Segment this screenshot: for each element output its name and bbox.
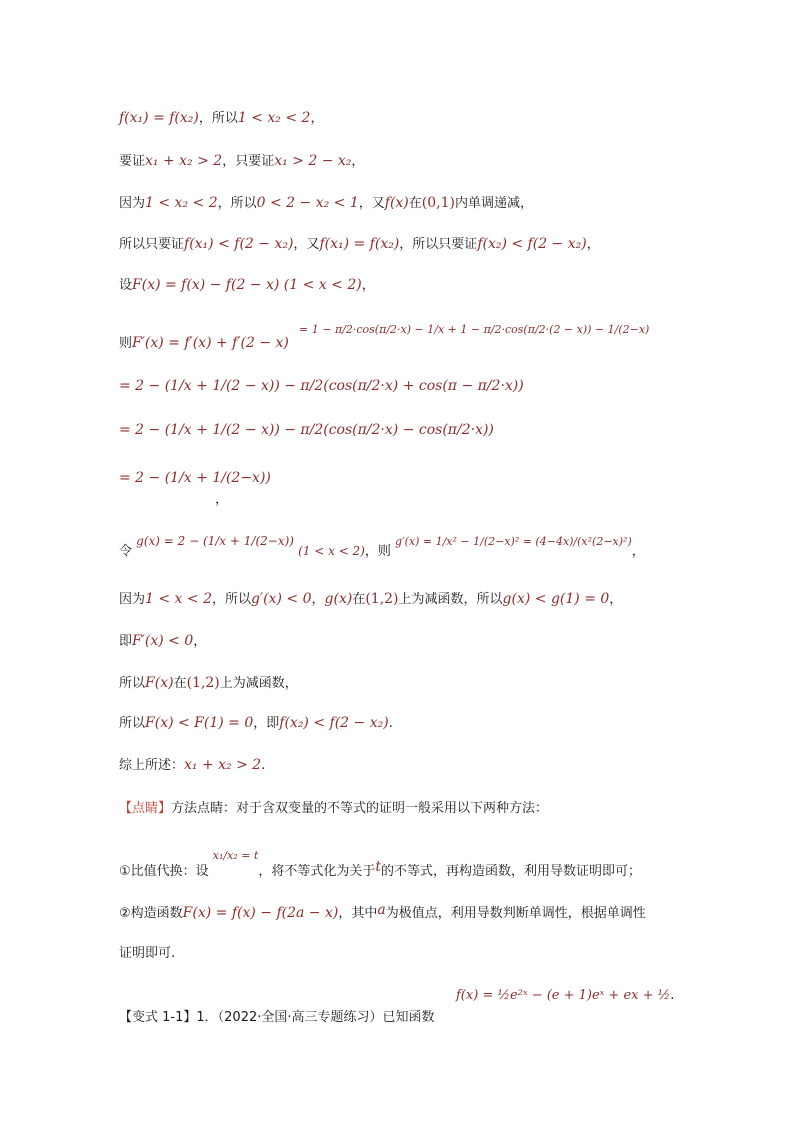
text: 因为	[119, 592, 146, 607]
math: (1,2)	[365, 591, 399, 607]
math: = 1 − π/2·cos(π/2·x) − 1/x + 1 − π/2·cos(π/2·(2 − x)) − 1/(2−x)	[299, 323, 650, 336]
line-13	[119, 672, 298, 691]
line-1	[119, 107, 323, 126]
math: a	[377, 902, 386, 918]
text: .	[261, 758, 266, 773]
math: F(x) = f(x) − f(2a − x)	[182, 905, 339, 921]
text: 所以	[119, 716, 146, 731]
line-12	[119, 630, 206, 649]
math: t	[375, 859, 382, 875]
math: (0,1)	[421, 195, 455, 211]
math: g(x)	[324, 591, 353, 607]
text: ，只要证	[222, 154, 275, 169]
math: F′(x) < 0	[132, 633, 194, 649]
math: 1 < x₂ < 2	[145, 195, 218, 211]
text: ，即	[253, 716, 280, 731]
math: x₁ + x₂ > 2	[145, 153, 223, 169]
text: ，又	[293, 237, 320, 252]
text: ，又	[358, 196, 385, 211]
text: ①比值代换：设	[119, 864, 209, 879]
math: x₁ + x₂ > 2	[184, 757, 262, 773]
tag: 【点睛】	[119, 801, 172, 816]
math: = 2 − (1/x + 1/(2 − x)) − π/2(cos(π/2·x) + cos(π − π/2·x))	[119, 378, 524, 394]
line-16	[119, 797, 548, 816]
line-8	[119, 422, 494, 438]
text: 为极值点，利用导数判断单调性，根据单调性	[385, 906, 646, 921]
text: 因为	[119, 196, 146, 211]
line-19	[119, 942, 175, 961]
math: f(x₁) = f(x₂)	[119, 110, 199, 126]
text: 在	[352, 592, 366, 607]
text: ，	[215, 492, 229, 507]
math: f(x₂) < f(2 − x₂)	[477, 236, 587, 252]
line-9-end	[215, 488, 228, 507]
text: ，其中	[338, 906, 378, 921]
text: ，所以只要证	[399, 237, 478, 252]
text: 的不等式，再构造函数，利用导数证明即可；	[381, 864, 642, 879]
math: F(x) = f(x) − f(2 − x) (1 < x < 2)	[132, 277, 362, 293]
text: ，	[361, 278, 375, 293]
line-4	[119, 233, 600, 252]
text: ，所以	[212, 592, 252, 607]
math: 1 < x₂ < 2	[237, 110, 311, 126]
text: 要证	[119, 154, 146, 169]
text: ，所以	[217, 196, 257, 211]
tag: 【变式 1-1】	[119, 1010, 197, 1025]
math: F(x)	[145, 675, 174, 691]
math: f(x)	[384, 195, 409, 211]
text: 即	[119, 634, 133, 649]
text: 所以	[119, 676, 146, 691]
line-15	[119, 754, 265, 773]
line-7	[119, 378, 524, 394]
text: ，将不等式化为关于	[258, 864, 376, 879]
math: F′(x) = f′(x) + f′(2 − x)	[132, 335, 289, 351]
line-5	[119, 274, 375, 293]
math: (1 < x < 2)	[298, 544, 365, 558]
text: .	[670, 988, 675, 1003]
line-9	[119, 470, 271, 486]
text: 综上所述：	[119, 758, 185, 773]
text: ，	[609, 592, 623, 607]
text: ，	[193, 634, 207, 649]
line-20	[119, 1006, 435, 1025]
text: 方法点睛：对于含双变量的不等式的证明一般采用以下两种方法：	[171, 801, 549, 816]
math: 0 < 2 − x₂ < 1	[256, 195, 359, 211]
math: f(x₁) = f(x₂)	[319, 236, 400, 252]
line-20-math	[456, 988, 674, 1003]
math: F(x) < F(1) = 0	[145, 715, 254, 731]
line-2	[119, 150, 364, 169]
line-10	[119, 534, 645, 559]
math: (1,2)	[186, 675, 220, 691]
text: 所以只要证	[119, 237, 185, 252]
text: .	[388, 716, 393, 731]
text: ，	[631, 544, 645, 559]
math: x₁/x₂ = t	[212, 849, 259, 862]
line-3	[119, 192, 533, 211]
math: x₁ > 2 − x₂	[274, 153, 352, 169]
text: ，所以	[198, 111, 238, 126]
text: 内单调递减，	[455, 196, 534, 211]
text: 上为减函数，	[219, 676, 298, 691]
text: ，	[310, 111, 324, 126]
text: 1．（2022·全国·高三专题练习）已知函数	[196, 1010, 435, 1025]
line-14	[119, 712, 393, 731]
text: 则	[119, 336, 133, 351]
math: = 2 − (1/x + 1/(2−x))	[119, 470, 271, 486]
text: 在	[408, 196, 422, 211]
text: ②构造函数	[119, 906, 183, 921]
text: 上为减函数，所以	[398, 592, 503, 607]
math: = 2 − (1/x + 1/(2 − x)) − π/2(cos(π/2·x) − cos(π/2·x))	[119, 422, 494, 438]
text: 令	[119, 544, 133, 559]
line-18	[119, 902, 646, 921]
text: ，	[351, 154, 365, 169]
text: ，	[311, 592, 325, 607]
text: 在	[173, 676, 187, 691]
line-11	[119, 588, 622, 607]
math: g′(x) = 1/x² − 1/(2−x)² = (4−4x)/(x²(2−x)²)	[395, 535, 632, 548]
math: f(x) = ½e²ˣ − (e + 1)eˣ + ex + ½	[456, 988, 671, 1003]
text: 证明即可.	[119, 946, 176, 961]
math: g′(x) < 0	[251, 591, 312, 607]
math: g(x) = 2 − (1/x + 1/(2−x))	[136, 534, 294, 548]
text: 设	[119, 278, 133, 293]
math: f(x₂) < f(2 − x₂)	[279, 715, 389, 731]
line-17	[119, 849, 642, 879]
math: f(x₁) < f(2 − x₂)	[184, 236, 294, 252]
text: ，	[586, 237, 600, 252]
math: 1 < x < 2	[145, 591, 212, 607]
text: ，则	[364, 544, 391, 559]
math: g(x) < g(1) = 0	[502, 591, 610, 607]
